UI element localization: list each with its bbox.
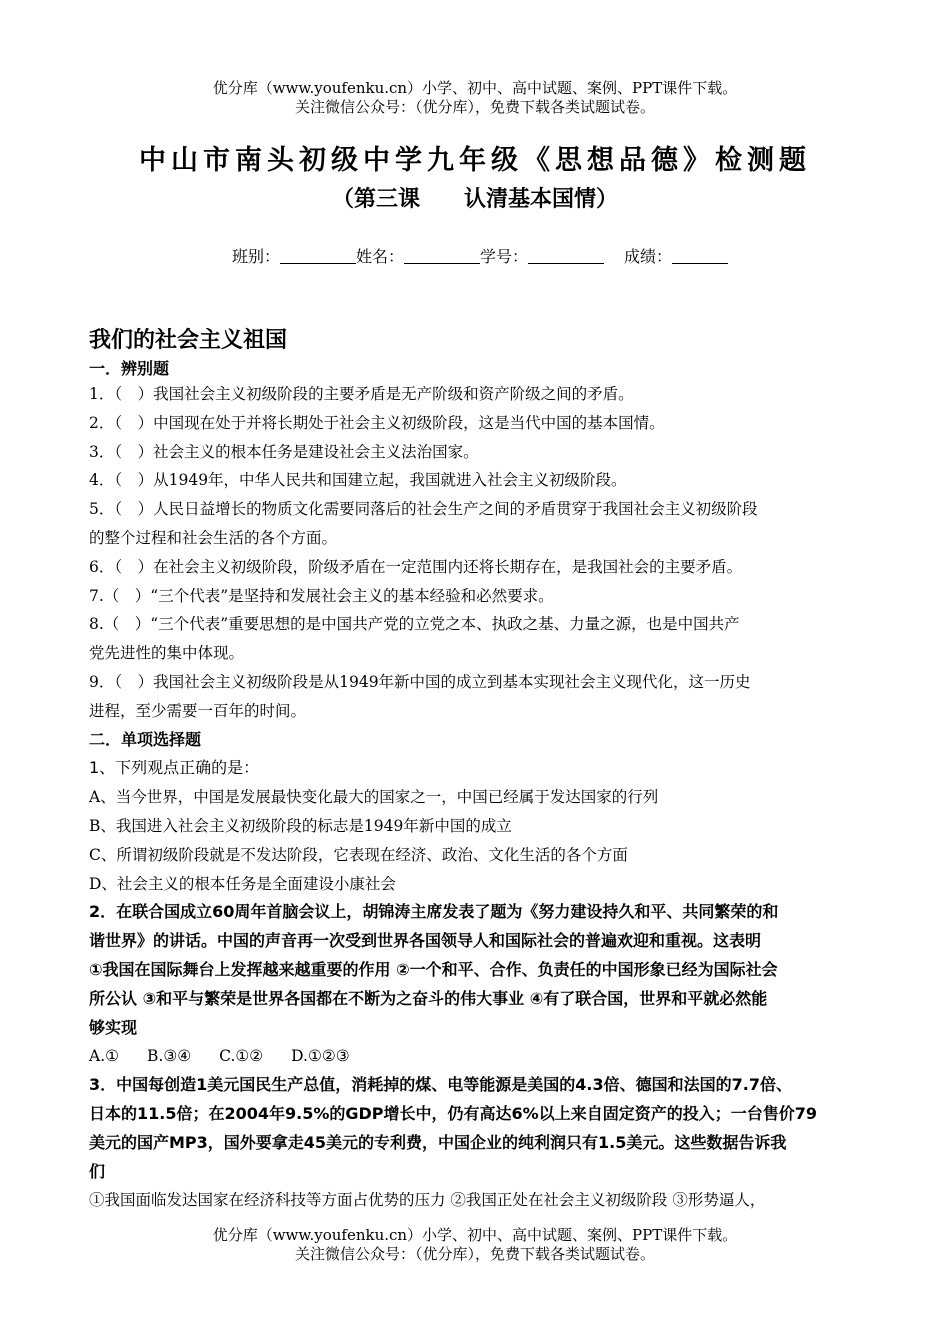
header-line-1: 优分库（www.youfenku.cn）小学、初中、高中试题、案例、PPT课件下载。 xyxy=(212,79,738,97)
part1-item: 7.（ ）“三个代表”是坚持和发展社会主义的基本经验和必然要求。 xyxy=(89,586,554,605)
part1-item: 党先进性的集中体现。 xyxy=(89,644,245,663)
q3-options-line: ①我国面临发达国家在经济科技等方面占优势的压力 ②我国正处在社会主义初级阶段 ③形势逼人， xyxy=(89,1191,766,1210)
part1-item: 1．（ ）我国社会主义初级阶段的主要矛盾是无产阶级和资产阶级之间的矛盾。 xyxy=(89,385,634,403)
name-blank[interactable] xyxy=(404,249,480,264)
name-label: 姓名： xyxy=(356,247,405,266)
exam-content xyxy=(89,324,936,1215)
q2-option-c: C.①② xyxy=(219,1047,264,1066)
part1-item: 3．（ ）社会主义的根本任务是建设社会主义法治国家。 xyxy=(89,442,479,461)
class-blank[interactable] xyxy=(280,249,356,264)
part1-item: 6．（ ）在社会主义初级阶段，阶级矛盾在一定范围内还将长期存在，是我国社会的主要矛盾。 xyxy=(89,557,743,576)
part1-item: 9．（ ）我国社会主义初级阶段是从1949年新中国的成立到基本实现社会主义现代化，这一历史 xyxy=(89,672,751,691)
q2-option-d: D.①②③ xyxy=(291,1047,350,1066)
q3-stem-line: 3．中国每创造1美元国民生产总值，消耗掉的煤、电等能源是美国的4.3倍、德国和法国的7.7倍、 xyxy=(89,1075,792,1095)
q2-stem-line: ①我国在国际舞台上发挥越来越重要的作用 ②一个和平、合作、负责任的中国形象已经为国际社会 xyxy=(89,959,778,979)
footer-line-2: 关注微信公众号：（优分库），免费下载各类试题试卷。 xyxy=(294,1245,655,1263)
part1-heading: 一．辨别题 xyxy=(89,359,170,378)
q2-stem-line: 够实现 xyxy=(89,1017,138,1037)
q1-option: C、所谓初级阶段就是不发达阶段，它表现在经济、政治、文化生活的各个方面 xyxy=(89,845,628,864)
header-line-2: 关注微信公众号：（优分库），免费下载各类试题试卷。 xyxy=(294,98,655,116)
student-info-row xyxy=(232,244,728,267)
part1-item: 8.（ ）“三个代表”重要思想的是中国共产党的立党之本、执政之基、力量之源，也是中国共产 xyxy=(89,615,740,634)
footer-line-1: 优分库（www.youfenku.cn）小学、初中、高中试题、案例、PPT课件下载。 xyxy=(212,1226,738,1244)
part1-item: 5．（ ）人民日益增长的物质文化需要同落后的社会生产之间的矛盾贯穿于我国社会主义初级阶段 xyxy=(89,500,758,519)
q3-stem-line: 们 xyxy=(89,1161,106,1181)
q3-stem-line: 美元的国产MP3，国外要拿走45美元的专利费，中国企业的纯利润只有1.5美元。这些数据告诉我 xyxy=(89,1132,787,1152)
q1-option: A、当今世界，中国是发展最快变化最大的国家之一，中国已经属于发达国家的行列 xyxy=(89,788,659,807)
q2-option-b: B.③④ xyxy=(147,1047,192,1066)
q2-stem-line: 2．在联合国成立60周年首脑会议上，胡锦涛主席发表了题为《努力建设持久和平、共同繁荣的和 xyxy=(89,902,779,922)
page-title: 中山市南头初级中学九年级《思想品德》检测题 xyxy=(139,145,811,176)
page-subtitle: （第三课 认清基本国情） xyxy=(331,187,618,212)
q2-stem-line: 所公认 ③和平与繁荣是世界各国都在不断为之奋斗的伟大事业 ④有了联合国，世界和平就必然能 xyxy=(89,988,768,1008)
part2-heading: 二．单项选择题 xyxy=(89,729,202,749)
part1-item: 2．（ ）中国现在处于并将长期处于社会主义初级阶段，这是当代中国的基本国情。 xyxy=(89,413,665,432)
q1-option: B、我国进入社会主义初级阶段的标志是1949年新中国的成立 xyxy=(89,816,512,835)
q3-stem-line: 日本的11.5倍；在2004年9.5%的GDP增长中，仍有高达6%以上来自固定资产的投入；一台售价79 xyxy=(89,1103,817,1123)
part1-item: 的整个过程和社会生活的各个方面。 xyxy=(89,528,338,547)
q1-option: D、社会主义的根本任务是全面建设小康社会 xyxy=(89,874,396,893)
score-blank[interactable] xyxy=(672,249,728,264)
score-label: 成绩： xyxy=(624,247,673,266)
id-blank[interactable] xyxy=(528,249,604,264)
id-label: 学号： xyxy=(480,247,529,266)
q2-stem-line: 谐世界》的讲话。中国的声音再一次受到世界各国领导人和国际社会的普遍欢迎和重视。这表明 xyxy=(89,931,762,951)
part1-item: 进程，至少需要一百年的时间。 xyxy=(89,701,307,720)
class-label: 班别： xyxy=(232,247,281,266)
q2-option-a: A.① xyxy=(89,1047,120,1066)
q1-stem: 1、下列观点正确的是： xyxy=(89,758,260,778)
part1-item: 4．（ ）从1949年，中华人民共和国建立起，我国就进入社会主义初级阶段。 xyxy=(89,471,627,490)
q2-options xyxy=(89,1042,936,1071)
section-title: 我们的社会主义祖国 xyxy=(89,328,288,353)
